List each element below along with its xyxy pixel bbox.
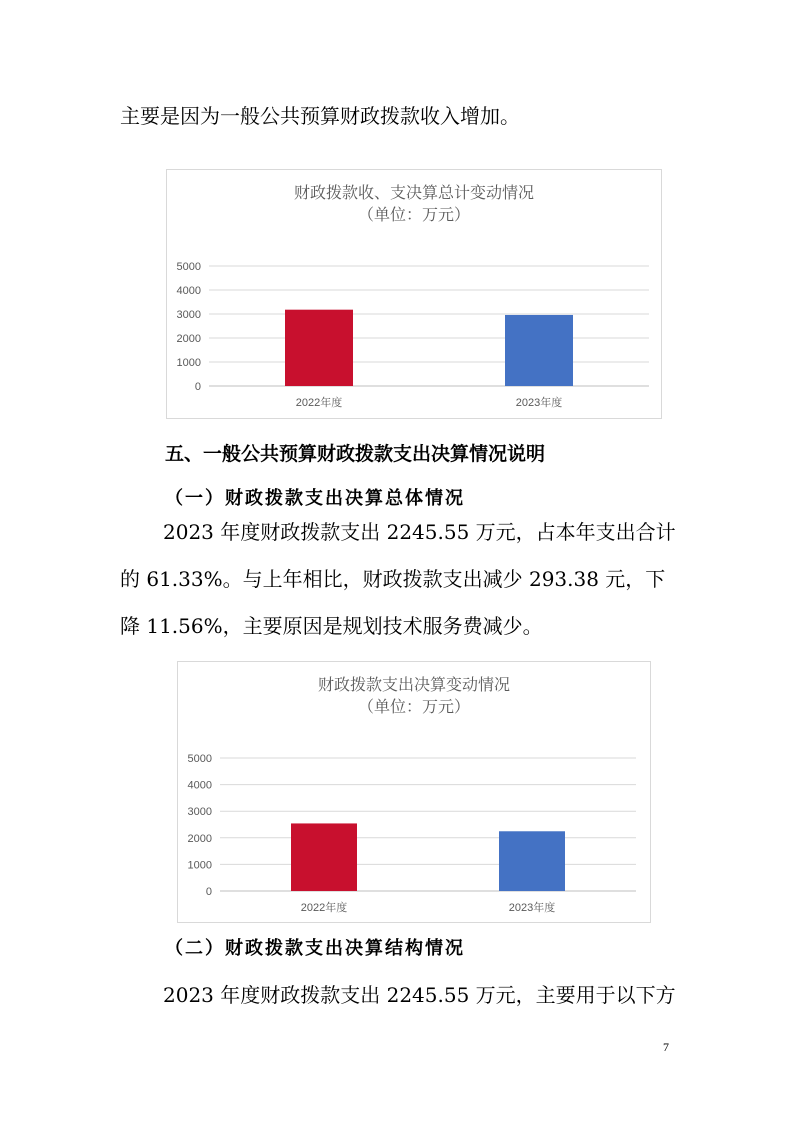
section-5-1-line-1: 2023 年度财政拨款支出 2245.55 万元，占本年支出合计 xyxy=(163,520,676,544)
chart-2-y-tick-label: 3000 xyxy=(187,806,212,819)
chart-1-y-tick-label: 5000 xyxy=(176,261,201,273)
chart-1-plot xyxy=(167,170,661,418)
chart-2-y-tick-label: 2000 xyxy=(187,832,212,845)
chart-1-bar xyxy=(505,315,573,386)
chart-2-bar xyxy=(291,823,357,891)
chart-1-y-tick-label: 0 xyxy=(194,381,201,393)
section-5-2-line-1: 2023 年度财政拨款支出 2245.55 万元，主要用于以下方 xyxy=(163,983,676,1007)
chart-1-subtitle: （单位：万元） xyxy=(357,205,470,224)
section-5-heading: 五、一般公共预算财政拨款支出决算情况说明 xyxy=(165,443,546,465)
chart-2-x-tick-label: 2022年度 xyxy=(300,902,348,914)
chart-1-y-tick-label: 3000 xyxy=(176,309,201,321)
chart-2-y-tick-label: 1000 xyxy=(187,859,212,872)
page-number: 7 xyxy=(663,1040,669,1054)
chart-1-y-tick-label: 1000 xyxy=(176,357,201,369)
chart-2-bar xyxy=(499,831,565,891)
chart-2-y-tick-label: 5000 xyxy=(187,753,212,765)
chart-2 xyxy=(177,661,651,923)
chart-1 xyxy=(166,169,662,419)
section-5-1-line-2: 的 61.33%。与上年相比，财政拨款支出减少 293.38 元，下 xyxy=(120,567,666,591)
chart-1-x-tick-label: 2022年度 xyxy=(295,397,343,409)
chart-1-title: 财政拨款收、支决算总计变动情况 xyxy=(293,183,534,202)
chart-2-title: 财政拨款支出决算变动情况 xyxy=(317,675,510,694)
chart-1-y-tick-label: 4000 xyxy=(176,285,201,297)
section-5-2-heading: （二）财政拨款支出决算结构情况 xyxy=(165,938,465,959)
chart-2-x-tick-label: 2023年度 xyxy=(508,902,556,914)
section-5-1-heading: （一）财政拨款支出决算总体情况 xyxy=(165,488,465,509)
intro-paragraph: 主要是因为一般公共预算财政拨款收入增加。 xyxy=(120,104,520,128)
chart-1-bar xyxy=(285,310,353,386)
chart-1-x-tick-label: 2023年度 xyxy=(515,397,563,409)
chart-1-y-tick-label: 2000 xyxy=(176,333,201,345)
chart-2-plot xyxy=(178,662,650,922)
chart-2-subtitle: （单位：万元） xyxy=(357,697,470,716)
chart-2-y-tick-label: 4000 xyxy=(187,779,212,792)
section-5-1-line-3: 降 11.56%，主要原因是规划技术服务费减少。 xyxy=(120,614,543,638)
chart-2-y-tick-label: 0 xyxy=(205,886,212,898)
